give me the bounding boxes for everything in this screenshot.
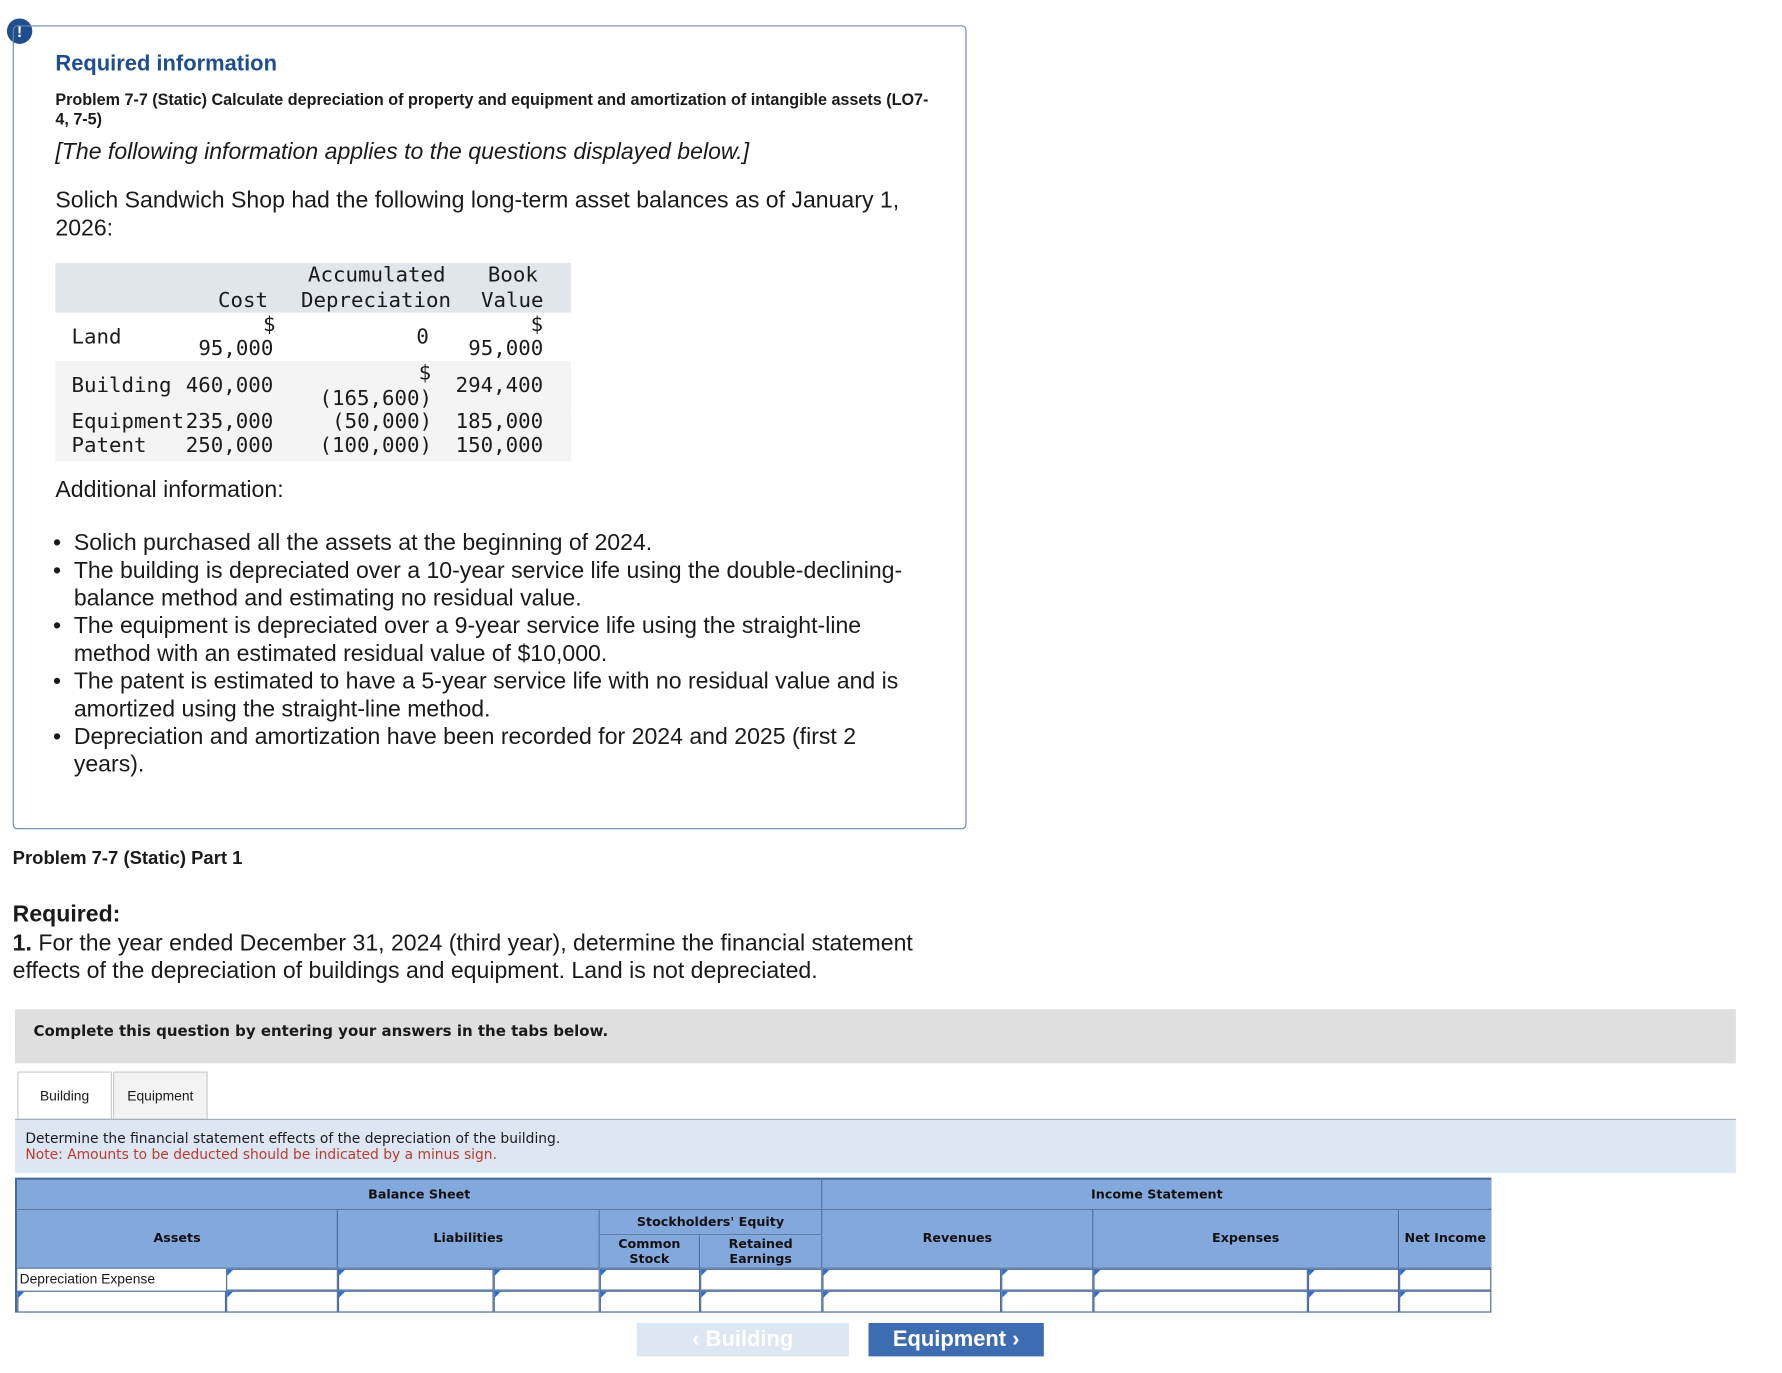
header-liabilities: Liabilities	[338, 1210, 600, 1268]
header-depreciation: Depreciation	[301, 288, 452, 313]
acc-value: 0	[416, 325, 429, 350]
prev-button-label: Building	[705, 1327, 794, 1352]
header-common-stock	[600, 1235, 700, 1267]
row-label: Patent	[71, 433, 147, 458]
effects-grid	[15, 1178, 1491, 1313]
tab-equipment[interactable]: Equipment	[113, 1072, 208, 1120]
book-dollar: $	[530, 312, 544, 337]
table-row-building	[55, 361, 571, 413]
book-value: 294,400	[455, 373, 544, 398]
header-accumulated: Accumulated	[307, 262, 446, 288]
table-header	[55, 263, 571, 313]
revenues-amount-2[interactable]	[1001, 1291, 1093, 1313]
revenues-account-1[interactable]	[822, 1269, 1001, 1291]
acc-value: (50,000)	[332, 409, 433, 434]
expenses-account-1[interactable]	[1093, 1269, 1308, 1291]
list-item: • The equipment is depreciated over a 9-year service life using the straight-line method with an estimated residual value of $10,000.	[74, 612, 928, 667]
row-label: Land	[71, 325, 122, 350]
header-assets: Assets	[17, 1210, 338, 1268]
required-number: 1.	[12, 930, 32, 957]
list-item: • The building is depreciated over a 10-year service life using the double-declining-balance method and estimating no residual value.	[74, 557, 928, 612]
note-text: Note: Amounts to be deducted should be indicated by a minus sign.	[25, 1146, 497, 1163]
header-common-stock-line2: Stock	[629, 1251, 670, 1267]
header-value: Value	[480, 288, 544, 313]
row-label: Equipment	[71, 409, 185, 434]
acc-dollar: $	[418, 361, 432, 386]
book-value: 185,000	[455, 409, 544, 434]
cost-value: 460,000	[185, 373, 274, 398]
list-item: • Depreciation and amortization have been recorded for 2024 and 2025 (first 2 years).	[74, 723, 928, 778]
required-text	[13, 930, 959, 985]
problem-description: Problem 7-7 (Static) Calculate depreciation of property and equipment and amortization of intangible assets (LO7-4, 7-5)	[55, 89, 929, 129]
header-revenues: Revenues	[822, 1210, 1093, 1268]
prev-building-button[interactable]	[637, 1323, 849, 1356]
row-label: Building	[71, 373, 172, 398]
next-button-label: Equipment	[892, 1327, 1007, 1352]
cost-dollar: $	[262, 312, 276, 337]
header-expenses: Expenses	[1093, 1210, 1399, 1268]
list-item: • The patent is estimated to have a 5-year service life with no residual value and is amortized using the straight-line method.	[74, 668, 928, 723]
additional-info-list	[74, 529, 928, 778]
header-income-statement: Income Statement	[822, 1180, 1491, 1209]
book-value: 95,000	[468, 336, 544, 362]
retained-earnings-input-2[interactable]	[700, 1291, 822, 1313]
header-balance-sheet: Balance Sheet	[17, 1180, 822, 1209]
acc-value: (100,000)	[319, 433, 433, 458]
applies-note: [The following information applies to the questions displayed below.]	[55, 139, 750, 165]
next-equipment-button[interactable]	[869, 1323, 1044, 1356]
row-label-input-2[interactable]	[17, 1291, 226, 1313]
header-net-income: Net Income	[1399, 1210, 1491, 1268]
list-item: • Solich purchased all the assets at the beginning of 2024.	[74, 529, 928, 557]
table-row-land	[55, 313, 571, 361]
header-retained-earnings	[700, 1235, 822, 1267]
intro-text: Solich Sandwich Shop had the following long-term asset balances as of January 1, 2026:	[55, 188, 900, 242]
cost-value: 250,000	[185, 433, 274, 458]
book-value: 150,000	[455, 433, 544, 458]
assets-sign-1[interactable]	[226, 1269, 338, 1291]
acc-value: (165,600)	[319, 386, 433, 411]
assets-sign-2[interactable]	[226, 1291, 338, 1313]
common-stock-input-2[interactable]	[600, 1291, 700, 1313]
required-info-title: Required information	[55, 51, 277, 77]
alert-icon: !	[7, 18, 32, 43]
chevron-left-icon: ‹	[692, 1327, 706, 1352]
header-stockholders-equity: Stockholders' Equity	[600, 1210, 823, 1234]
liabilities-account-1[interactable]	[338, 1269, 494, 1291]
liabilities-account-2[interactable]	[338, 1291, 494, 1313]
common-stock-input-1[interactable]	[600, 1269, 700, 1291]
liabilities-amount-2[interactable]	[494, 1291, 600, 1313]
header-common-stock-line1: Common	[618, 1236, 681, 1252]
chevron-right-icon: ›	[1006, 1327, 1020, 1352]
cost-value: 95,000	[198, 336, 274, 362]
revenues-account-2[interactable]	[822, 1291, 1001, 1313]
required-heading: Required:	[12, 901, 121, 928]
part-title: Problem 7-7 (Static) Part 1	[12, 848, 243, 869]
row-label-depreciation-expense: Depreciation Expense	[19, 1271, 156, 1288]
header-retained-line2: Earnings	[729, 1251, 792, 1267]
net-income-input-2[interactable]	[1399, 1291, 1491, 1313]
question-panel	[15, 1120, 1736, 1173]
cost-value: 235,000	[185, 409, 274, 434]
expenses-amount-2[interactable]	[1308, 1291, 1399, 1313]
question-prompt: Determine the financial statement effects of the depreciation of the building.	[25, 1130, 561, 1147]
instructions-text: Complete this question by entering your answers in the tabs below.	[33, 1023, 609, 1041]
revenues-amount-1[interactable]	[1001, 1269, 1093, 1291]
net-income-input-1[interactable]	[1399, 1269, 1491, 1291]
header-book: Book	[487, 262, 538, 288]
header-retained-line1: Retained	[728, 1236, 793, 1252]
expenses-amount-1[interactable]	[1308, 1269, 1399, 1291]
tab-building[interactable]: Building	[17, 1072, 112, 1120]
expenses-account-2[interactable]	[1093, 1291, 1308, 1313]
table-row-patent	[55, 433, 571, 461]
required-body: For the year ended December 31, 2024 (third year), determine the financial statement effects of the depreciation of buildings and equipment. Land is not depreciated.	[12, 930, 913, 984]
additional-info-label: Additional information:	[55, 477, 284, 503]
instructions-bar	[15, 1009, 1736, 1063]
retained-earnings-input-1[interactable]	[700, 1269, 822, 1291]
header-cost: Cost	[217, 288, 269, 313]
asset-balances-table	[55, 263, 571, 461]
liabilities-amount-1[interactable]	[494, 1269, 600, 1291]
